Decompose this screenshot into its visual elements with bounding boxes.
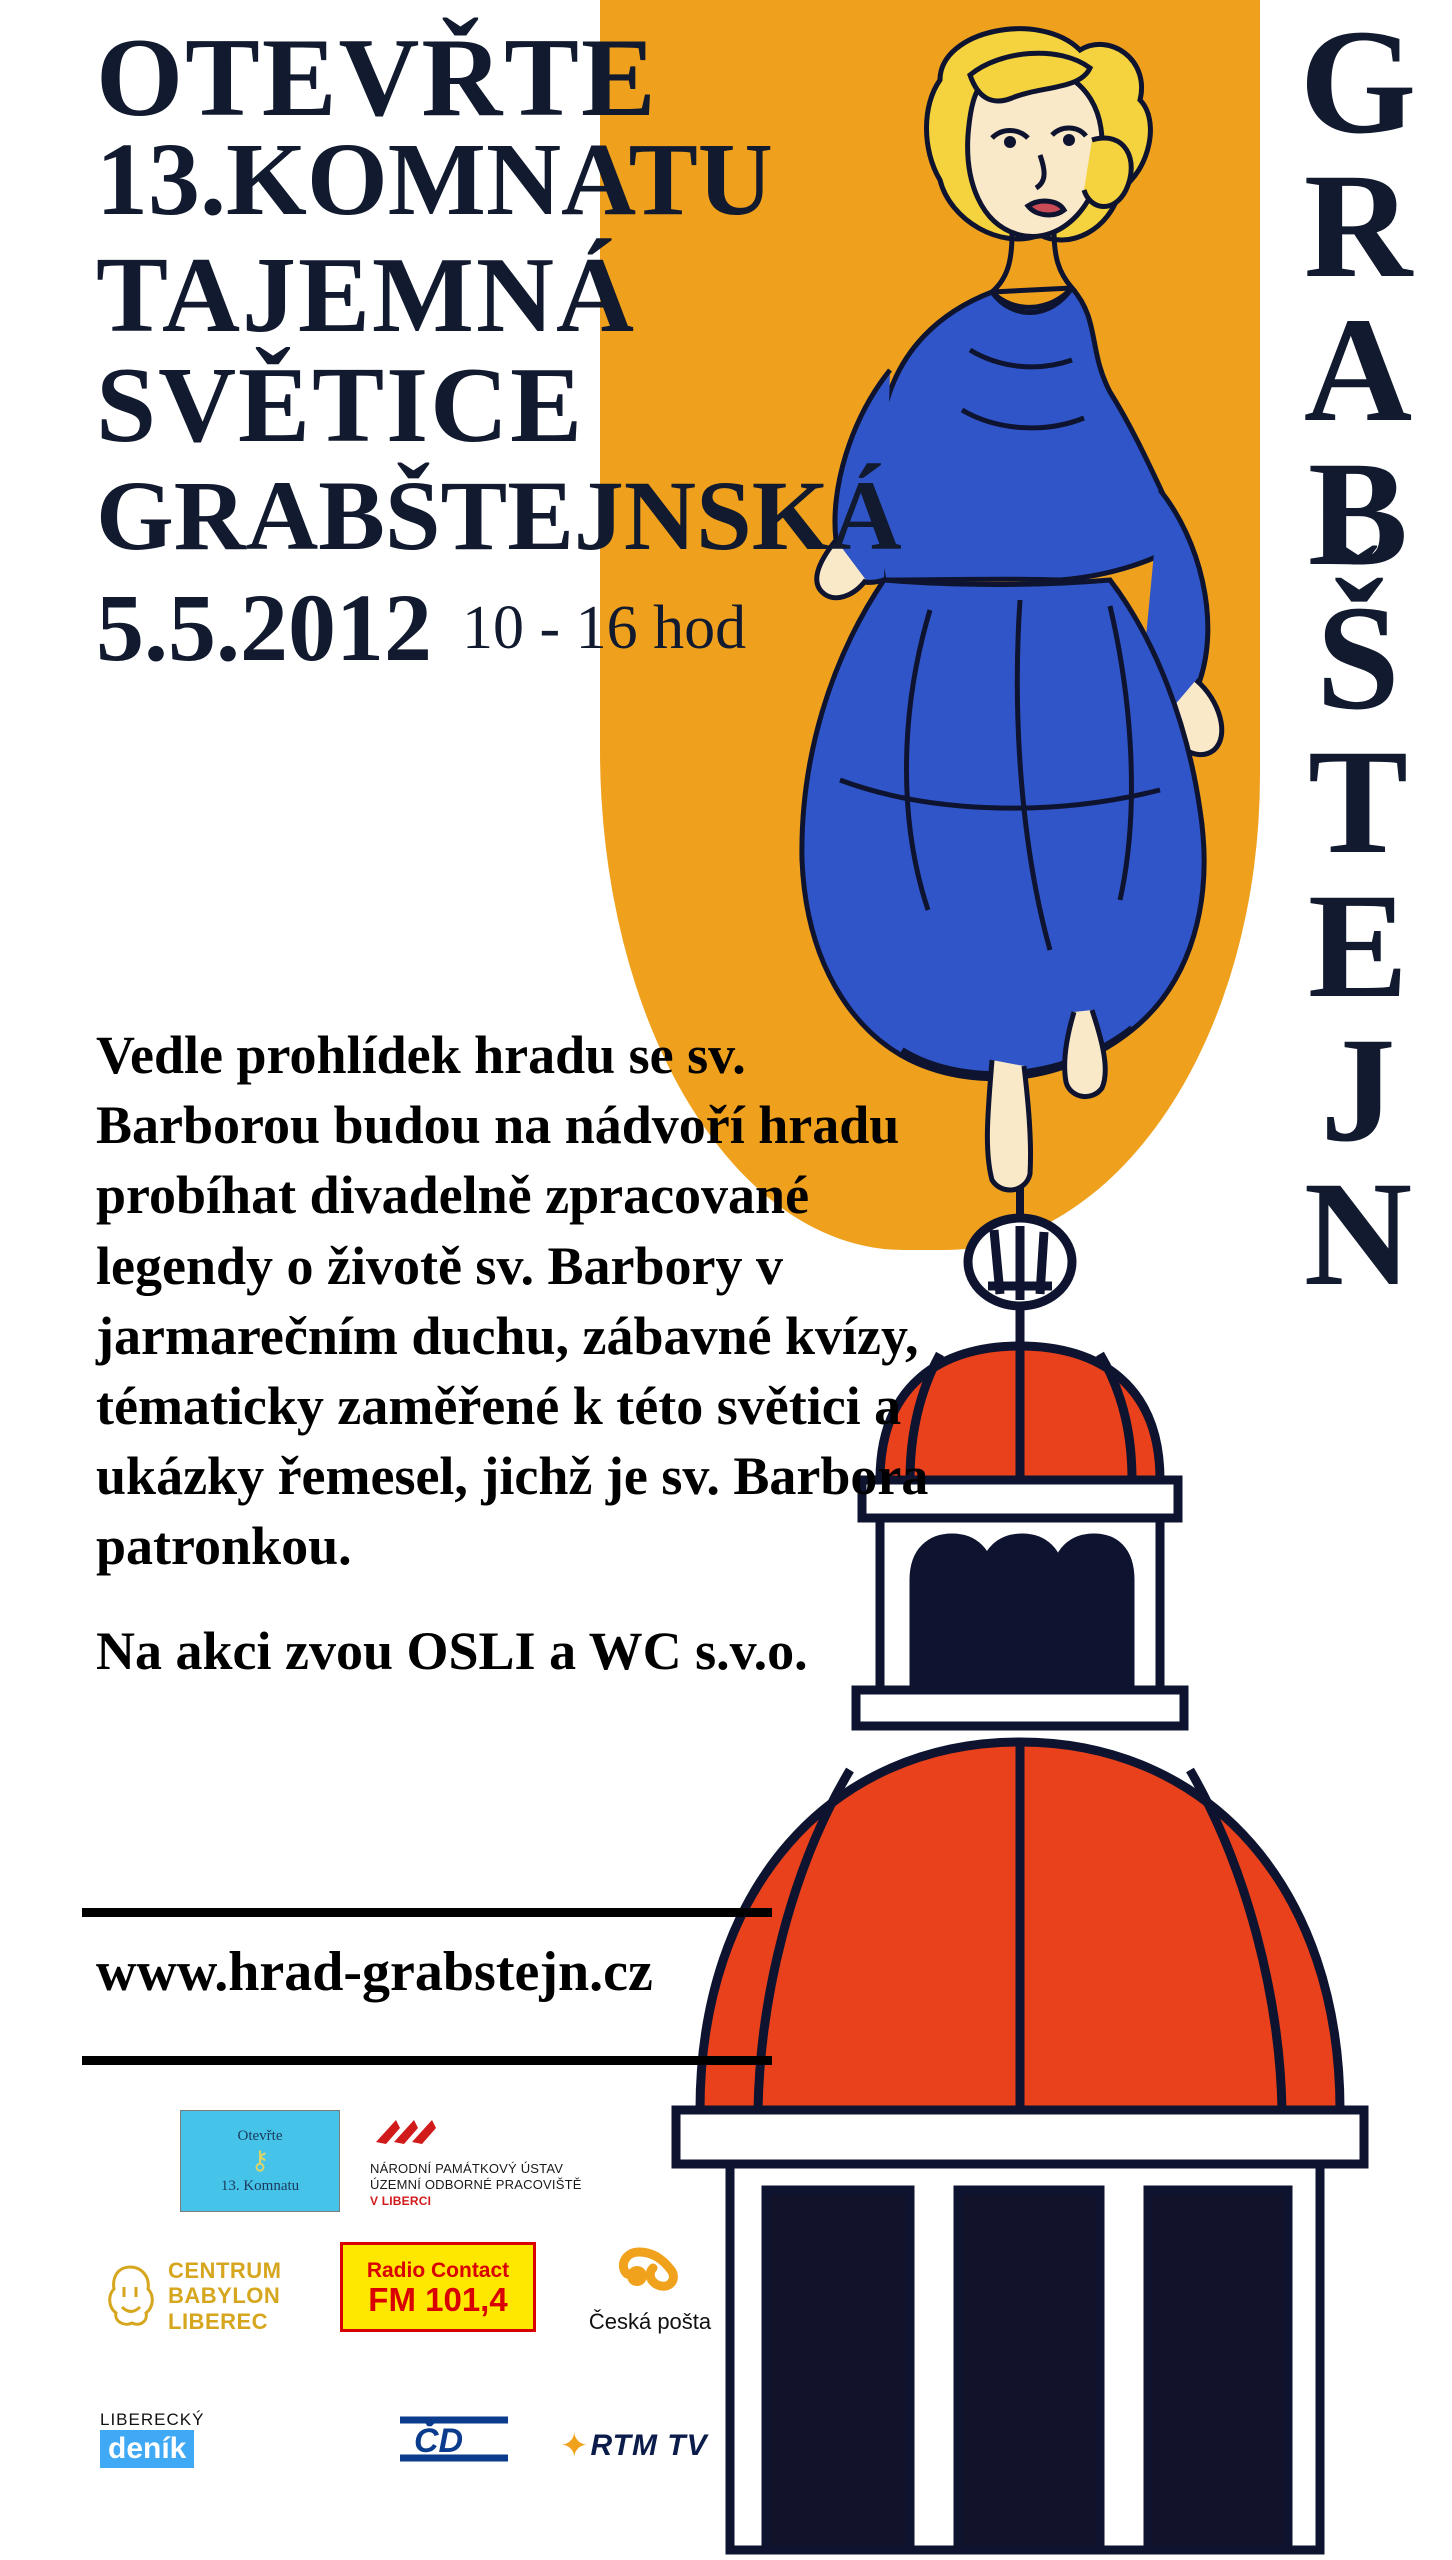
denik-line1: LIBERECKÝ <box>100 2410 205 2429</box>
npu-line3: V LIBERCI <box>370 2193 432 2208</box>
logo-otevrte-13-komnatu <box>180 2110 340 2212</box>
babylon-line2: BABYLON <box>168 2283 281 2309</box>
event-date: 5.5.2012 <box>96 574 432 681</box>
headline-line-3: TAJEMNÁ <box>96 236 636 355</box>
star-icon: ✦ <box>560 2428 589 2465</box>
description-paragraph-1: Vedle prohlídek hradu se sv. Barborou budou na nádvoří hradu probíhat divadelně zpracované legendy o životě sv. Barbory v jarmarečním duchu, zábavné kvízy, tématicky zaměřené k této světici a ukázky řemesel, jichž je sv. Barbora patronkou. <box>96 1025 929 1577</box>
rtm-tv-name: RTM TV <box>590 2429 708 2462</box>
website-link[interactable]: www.hrad-grabstejn.cz <box>96 1941 653 2003</box>
ceska-posta-name: Česká pošta <box>588 2309 712 2334</box>
babylon-line1: CENTRUM <box>168 2258 282 2284</box>
logo-liberecky-denik <box>100 2410 315 2490</box>
vertical-letter: R <box>1303 143 1413 309</box>
logo-rtm-tv <box>560 2416 770 2476</box>
sponsor-logos <box>70 2110 770 2530</box>
post-horn-icon <box>613 2240 687 2298</box>
denik-line2: deník <box>100 2430 194 2468</box>
npu-line2: ÚZEMNÍ ODBORNÉ PRACOVIŠTĚ <box>370 2177 582 2193</box>
logo-ceske-drahy <box>390 2406 540 2486</box>
vertical-letter: E <box>1307 863 1409 1029</box>
lion-icon <box>100 2263 158 2329</box>
logo-narodni-pamatkovy-ustav <box>370 2112 610 2216</box>
npu-mark-icon <box>370 2112 444 2156</box>
cd-logo-icon <box>390 2406 520 2472</box>
npu-line1: NÁRODNÍ PAMÁTKOVÝ ÚSTAV <box>370 2161 564 2176</box>
vertical-title-grabstejn <box>1278 0 1438 1630</box>
radio-contact-frequency: FM 101,4 <box>368 2280 508 2318</box>
logo-centrum-babylon-liberec <box>100 2250 320 2342</box>
divider-bottom <box>82 2056 772 2065</box>
logo-radio-contact <box>340 2242 536 2332</box>
logo-otevrte-line1: Otevřte <box>237 2128 283 2145</box>
event-datetime <box>96 566 906 683</box>
key-icon: ⚷ <box>250 2146 270 2176</box>
description-paragraph-2: Na akci zvou OSLI a WC s.v.o. <box>96 1620 808 1681</box>
description-block <box>96 1020 936 1696</box>
vertical-letter: A <box>1303 287 1413 453</box>
vertical-letter: B <box>1307 431 1409 597</box>
headline-block <box>96 16 906 683</box>
babylon-line3: LIBEREC <box>168 2308 269 2334</box>
headline-line-1: OTEVŘTE <box>96 16 658 140</box>
headline-line-5: GRABŠTEJNSKÁ <box>96 460 902 571</box>
logo-ceska-posta <box>560 2240 740 2340</box>
headline-line-4: SVĚTICE <box>96 346 585 465</box>
vertical-letter: ˇ Š <box>1278 586 1438 730</box>
logo-otevrte-line2: 13. Komnatu <box>220 2177 300 2194</box>
vertical-letter: J <box>1320 1007 1396 1173</box>
cd-text: ČD <box>414 2422 464 2460</box>
vertical-letter: T <box>1307 719 1409 885</box>
divider-top <box>82 1908 772 1917</box>
vertical-letter: N <box>1303 1151 1413 1317</box>
radio-contact-name: Radio Contact <box>366 2258 510 2282</box>
event-time: 10 - 16 hod <box>462 594 747 662</box>
headline-line-2: 13.KOMNATU <box>96 122 773 237</box>
vertical-letter: G <box>1299 0 1417 165</box>
